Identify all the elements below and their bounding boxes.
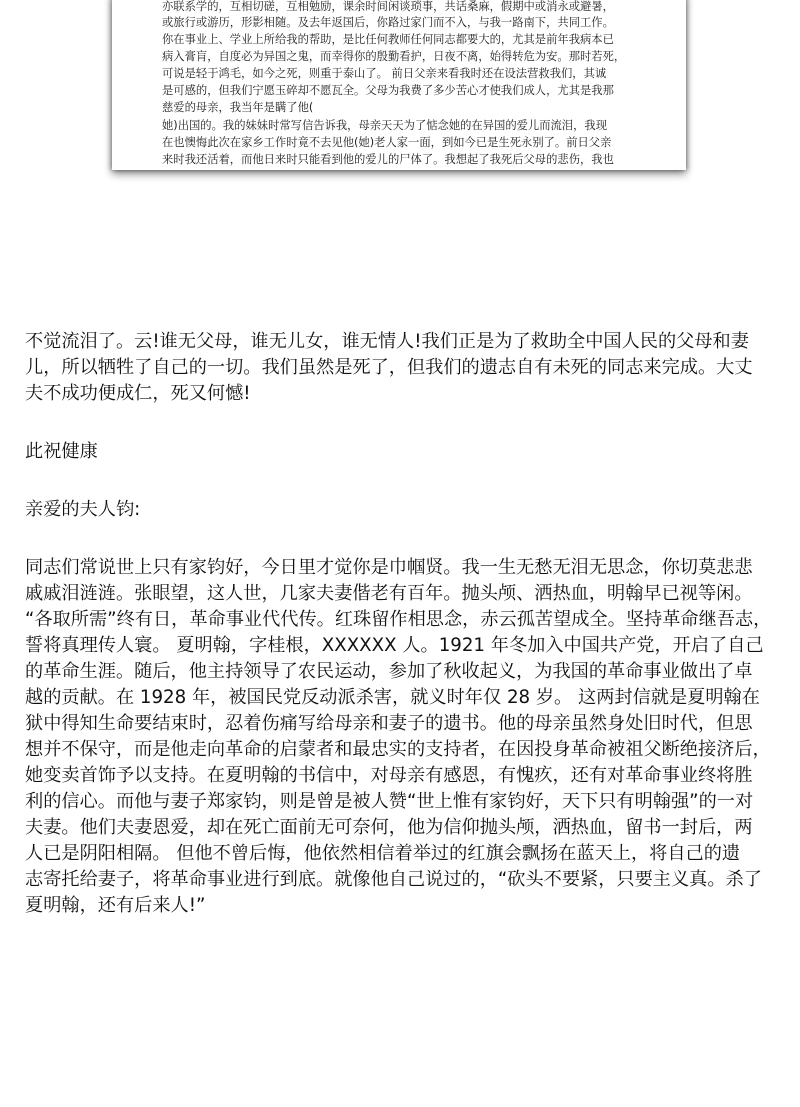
letter-line: 可说是轻于鸿毛，如今之死，则重于泰山了。 前日父亲来看我时还在设法营救我们，其诚 bbox=[162, 67, 607, 80]
text-line: 狱中得知生命要结束时，忍着伤痛写给母亲和妻子的遗书。他的母亲虽然身处旧时代，但思 bbox=[25, 713, 753, 734]
paragraph-greeting bbox=[25, 497, 785, 523]
text-line: 想并不保守，而是他走向革命的启蒙者和最忠实的支持者，在因投身革命被祖父断绝接济后， bbox=[25, 739, 771, 760]
text-line: 不觉流泪了。云!谁无父母，谁无儿女，谁无情人!我们正是为了救助全中国人民的父母和妻 bbox=[25, 331, 749, 352]
text-line: 同志们常说世上只有家钧好，今日里才觉你是巾帼贤。我一生无愁无泪无思念，你切莫悲悲 bbox=[25, 557, 753, 578]
paragraph-closing bbox=[25, 329, 785, 407]
text-line: 她变卖首饰予以支持。在夏明翰的书信中，对母亲有感恩，有愧疚，还有对革命事业终将胜 bbox=[25, 765, 753, 786]
text-line: “各取所需”终有日，革命事业代代传。红珠留作相思念，赤云孤苦望成全。坚持革命继吾志， bbox=[25, 609, 772, 630]
text-line: 夫不成功便成仁，死又何憾! bbox=[25, 383, 251, 404]
text-line: 儿，所以牺牲了自己的一切。我们虽然是死了，但我们的遗志自有未死的同志来完成。大丈 bbox=[25, 357, 753, 378]
letter-line: 你在事业上、学业上所给我的帮助，是比任何教师任何同志都要大的，尤其是前年我病本已 bbox=[162, 33, 614, 46]
paragraph-main bbox=[25, 555, 785, 919]
text-line: 戚戚泪涟涟。张眼望，这人世，几家夫妻偕老有百年。抛头颅、洒热血，明翰早已视等闲。 bbox=[25, 583, 753, 604]
letter-line: 病入膏肓，自度必为异国之鬼，而幸得你的殷勤看护，日夜不离，始得转危为安。那时若死， bbox=[162, 50, 626, 63]
text-line: 夫妻。他们夫妻恩爱，却在死亡面前无可奈何，他为信仰抛头颅，洒热血，留书一封后，两 bbox=[25, 817, 753, 838]
letter-line: 她)出国的。我的妹妹时常写信告诉我，母亲天天为了惦念她的在异国的爱儿而流泪，我现 bbox=[162, 119, 607, 132]
text-line: 志寄托给妻子，将革命事业进行到底。就像他自己说过的，“砍头不要紧，只要主义真。杀了 bbox=[25, 869, 762, 890]
text-line: 人已是阴阳相隔。 但他不曾后悔，他依然相信着举过的红旗会飘扬在蓝天上，将自己的遗 bbox=[25, 843, 741, 864]
letter-line: 来时我还活着，而他日来时只能看到他的爱儿的尸体了。我想起了我死后父母的悲伤，我也 bbox=[162, 153, 614, 166]
paragraph-salutation bbox=[25, 439, 785, 465]
text-line: 的革命生涯。随后，他主持领导了农民运动，参加了秋收起义，为我国的革命事业做出了卓 bbox=[25, 661, 753, 682]
text-line: 亲爱的夫人钧: bbox=[25, 499, 141, 520]
letter-line: 慈爱的母亲，我当年是瞒了他( bbox=[162, 101, 314, 114]
text-line: 夏明翰，还有后来人!” bbox=[25, 895, 206, 916]
letter-line: 在也懊悔此次在家乡工作时竟不去见他(她)老人家一面，到如今已是生死永别了。前日父亲 bbox=[162, 136, 612, 149]
text-line: 越的贡献。在 1928 年，被国民党反动派杀害，就义时年仅 28 岁。 这两封信就是夏明翰在 bbox=[25, 687, 760, 708]
text-line: 利的信心。而他与妻子郑家钧，则是曾是被人赞“世上惟有家钧好，天下只有明翰强”的一对 bbox=[25, 791, 754, 812]
text-line: 誓将真理传人寰。 夏明翰，字桂根，XXXXXX 人。1921 年冬加入中国共产党，开启了自己 bbox=[25, 635, 764, 656]
text-line: 此祝健康 bbox=[25, 441, 98, 462]
letter-line: 是可感的，但我们宁愿玉碎却不愿瓦全。父母为我费了多少苦心才使我们成人，尤其是我那 bbox=[162, 84, 614, 97]
letter-line: 亦联系学的，互相切磋，互相勉励，课余时间闲谈琐事，共话桑麻，假期中或消永或避暑， bbox=[162, 0, 614, 13]
letter-line: 或旅行或游历，形影相随。及去年返国后，你路过家门而不入，与我一路南下，共同工作。 bbox=[162, 16, 614, 29]
letter-image bbox=[112, 0, 686, 170]
document-body bbox=[25, 329, 785, 919]
